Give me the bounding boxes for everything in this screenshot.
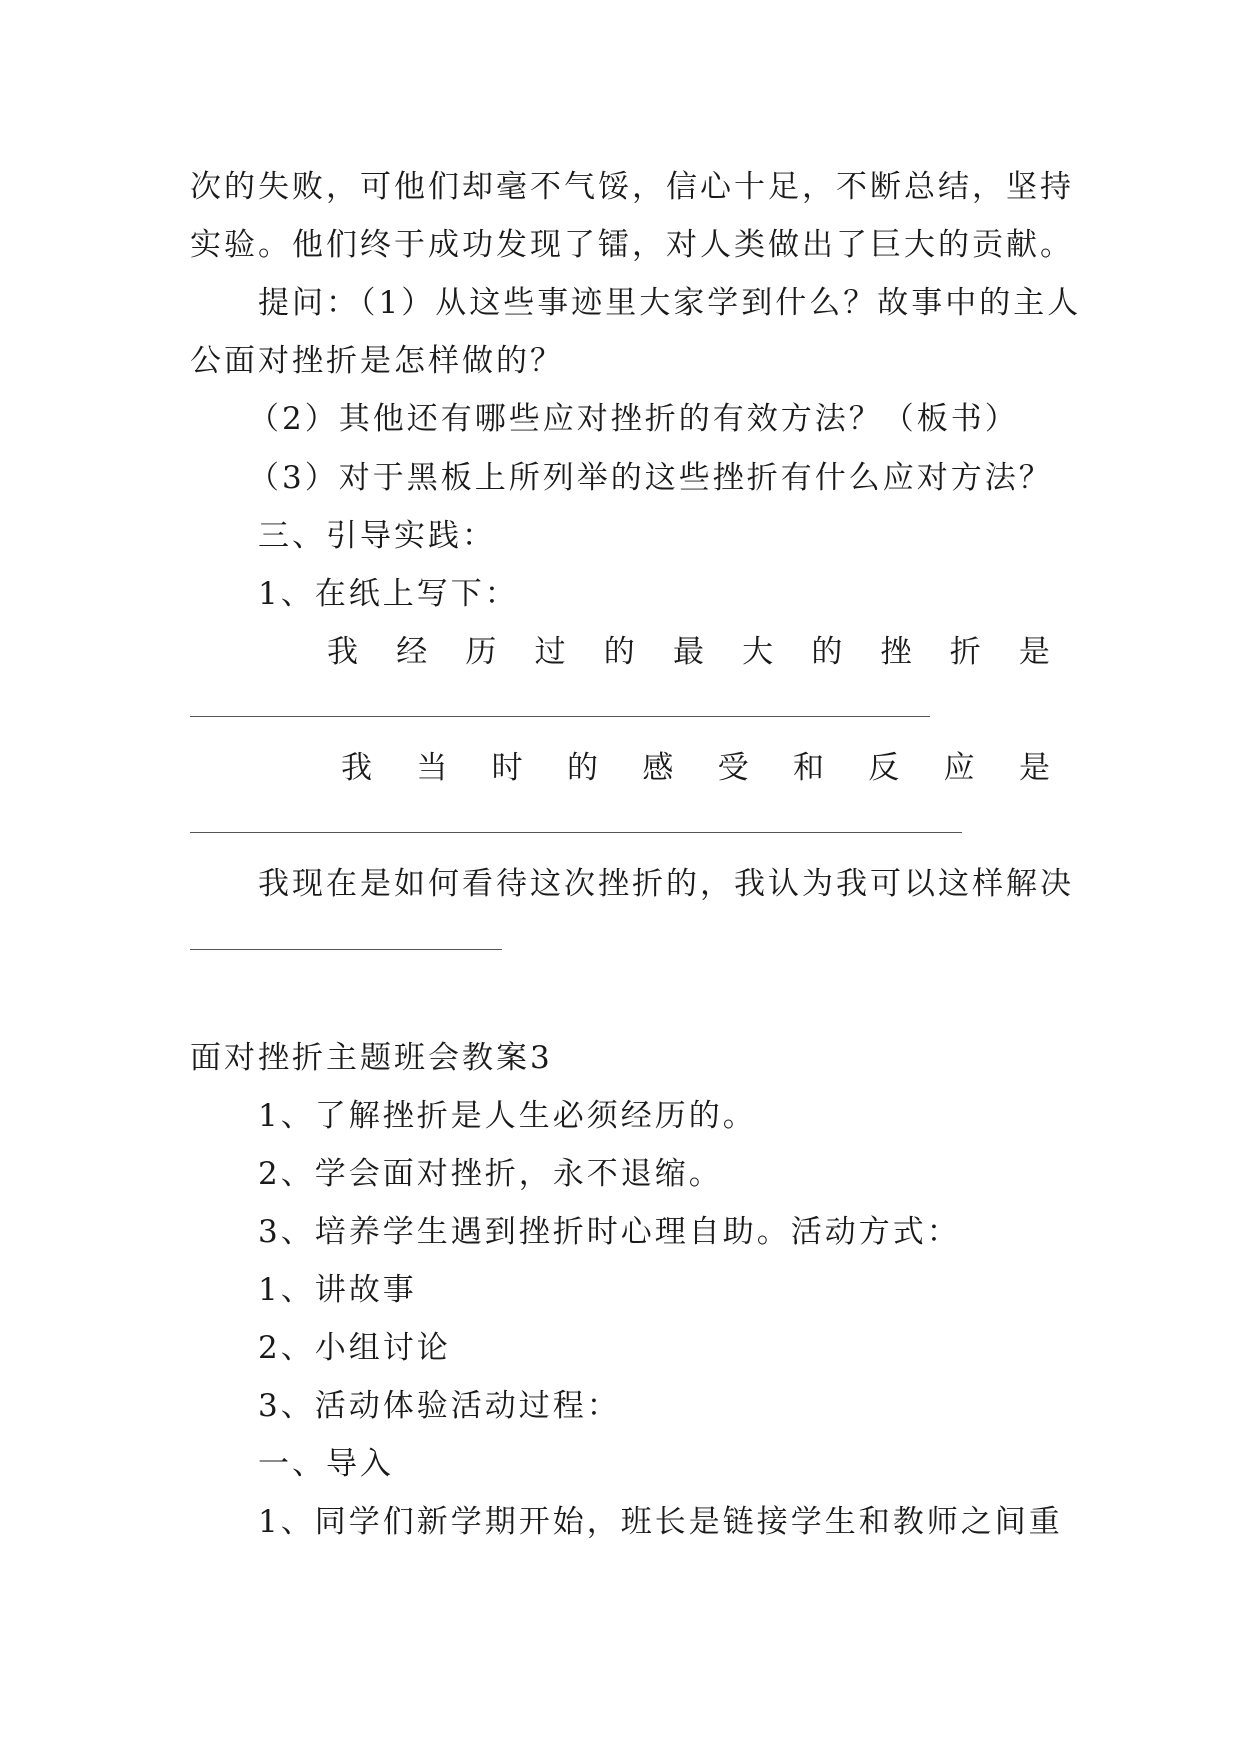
section-heading: 面对挫折主题班会教案3 (190, 1040, 553, 1076)
prompt-char: 受 (717, 750, 749, 786)
text-line: 1、讲故事 (258, 1272, 417, 1308)
prompt-char: 经 (396, 634, 428, 670)
prompt-char: 反 (868, 750, 900, 786)
text-line: 次的失败，可他们却毫不气馁，信心十足，不断总结，坚持 (190, 169, 1074, 205)
prompt-char: 的 (811, 634, 843, 670)
prompt-char: 应 (943, 750, 975, 786)
prompt-char: 感 (642, 750, 674, 786)
prompt-char: 是 (1018, 634, 1050, 670)
text-line: 提问：（1）从这些事迹里大家学到什么？故事中的主人 (258, 285, 1082, 321)
spaced-prompt-line (327, 632, 1050, 672)
text-line: 2、小组讨论 (258, 1330, 451, 1366)
prompt-char: 当 (416, 750, 448, 786)
prompt-char: 我 (341, 750, 372, 786)
prompt-char: 挫 (880, 634, 912, 670)
text-line: 2、学会面对挫折，永不退缩。 (258, 1156, 723, 1192)
prompt-char: 过 (534, 634, 566, 670)
prompt-char: 时 (491, 750, 523, 786)
text-line: 实验。他们终于成功发现了镭，对人类做出了巨大的贡献。 (190, 227, 1074, 263)
text-line: 1、同学们新学期开始，班长是链接学生和教师之间重 (258, 1504, 1063, 1540)
prompt-char: 的 (566, 750, 598, 786)
text-line: 1、了解挫折是人生必须经历的。 (258, 1098, 757, 1134)
prompt-char: 历 (465, 634, 497, 670)
prompt-char: 的 (603, 634, 635, 670)
blank-fill-line (190, 716, 930, 717)
text-line: 3、活动体验活动过程： (258, 1388, 621, 1424)
text-line: 一、导入 (258, 1446, 394, 1482)
text-line: （2）其他还有哪些应对挫折的有效方法？（板书） (248, 401, 1019, 437)
blank-fill-line (190, 832, 962, 833)
text-line: 我现在是如何看待这次挫折的，我认为我可以这样解决 (258, 866, 1074, 902)
text-line: 1、在纸上写下： (258, 576, 519, 612)
prompt-char: 大 (742, 634, 774, 670)
prompt-char: 折 (949, 634, 981, 670)
blank-fill-line (190, 949, 502, 950)
text-line: 3、培养学生遇到挫折时心理自助。活动方式： (258, 1214, 961, 1250)
text-line: 三、引导实践： (258, 518, 496, 554)
text-line: 公面对挫折是怎样做的？ (190, 343, 564, 379)
prompt-char: 最 (672, 634, 704, 670)
prompt-char: 我 (327, 634, 358, 670)
text-line: （3）对于黑板上所列举的这些挫折有什么应对方法？ (248, 460, 1053, 496)
spaced-prompt-line (341, 748, 1050, 788)
prompt-char: 和 (792, 750, 824, 786)
prompt-char: 是 (1018, 750, 1050, 786)
